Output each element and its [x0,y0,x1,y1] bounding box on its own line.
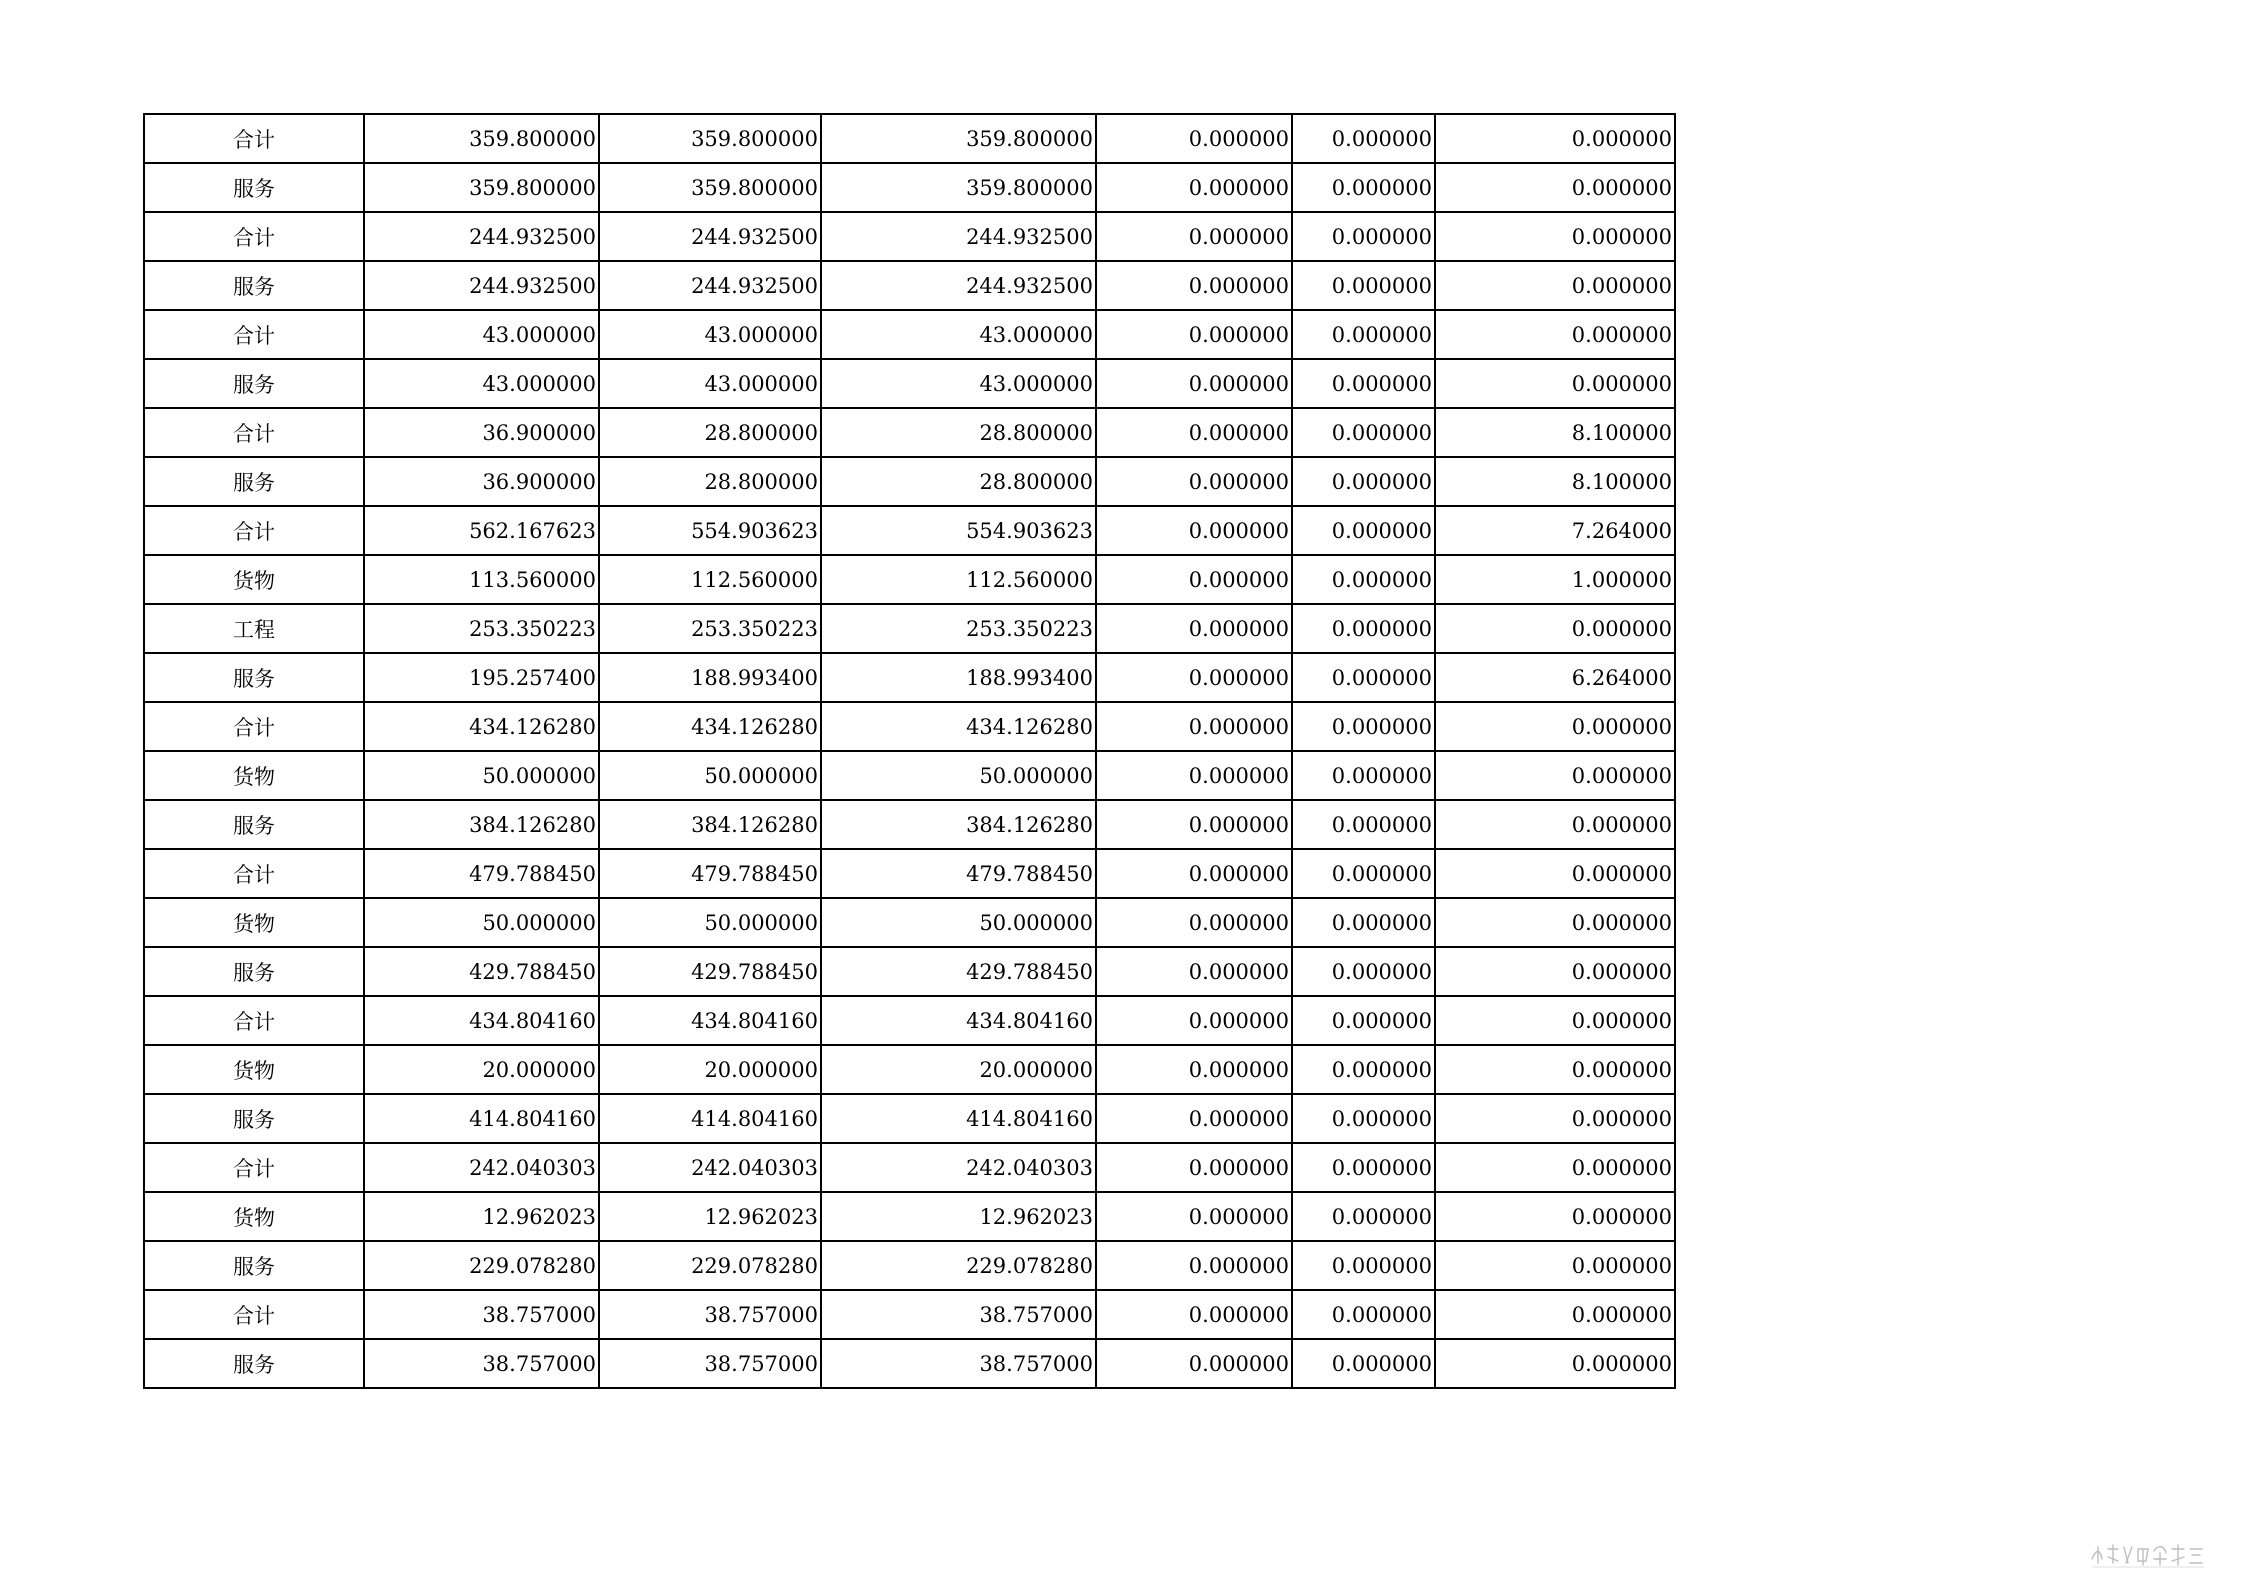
amount-cell: 0.000000 [1096,114,1292,163]
amount-cell: 0.000000 [1292,1241,1435,1290]
watermark-seal-icon [2088,1541,2208,1569]
amount-cell: 8.100000 [1435,408,1675,457]
category-cell: 货物 [144,751,364,800]
amount-cell: 0.000000 [1096,261,1292,310]
amount-cell: 429.788450 [821,947,1096,996]
amount-cell: 0.000000 [1096,1094,1292,1143]
amount-cell: 0.000000 [1096,408,1292,457]
table-row [144,261,1675,310]
amount-cell: 0.000000 [1435,1045,1675,1094]
amount-cell: 43.000000 [364,359,599,408]
amount-cell: 562.167623 [364,506,599,555]
category-cell: 服务 [144,947,364,996]
amount-cell: 0.000000 [1435,751,1675,800]
table-row [144,408,1675,457]
amount-cell: 43.000000 [821,359,1096,408]
table-row [144,1192,1675,1241]
amount-cell: 43.000000 [364,310,599,359]
amount-cell: 229.078280 [599,1241,821,1290]
category-cell: 服务 [144,457,364,506]
amount-cell: 1.000000 [1435,555,1675,604]
amount-cell: 434.804160 [599,996,821,1045]
table-row [144,506,1675,555]
amount-cell: 242.040303 [821,1143,1096,1192]
amount-cell: 28.800000 [821,408,1096,457]
amount-cell: 0.000000 [1096,163,1292,212]
category-cell: 合计 [144,1143,364,1192]
amount-cell: 50.000000 [599,898,821,947]
amount-cell: 36.900000 [364,408,599,457]
amount-cell: 229.078280 [821,1241,1096,1290]
amount-cell: 0.000000 [1435,261,1675,310]
amount-cell: 38.757000 [364,1290,599,1339]
table-row [144,163,1675,212]
amount-cell: 0.000000 [1292,506,1435,555]
amount-cell: 12.962023 [821,1192,1096,1241]
amount-cell: 0.000000 [1435,849,1675,898]
amount-cell: 434.804160 [364,996,599,1045]
amount-cell: 242.040303 [364,1143,599,1192]
amount-cell: 253.350223 [599,604,821,653]
amount-cell: 0.000000 [1292,996,1435,1045]
category-cell: 合计 [144,702,364,751]
table-row [144,114,1675,163]
amount-cell: 0.000000 [1096,751,1292,800]
amount-cell: 0.000000 [1292,800,1435,849]
category-cell: 货物 [144,555,364,604]
amount-cell: 429.788450 [364,947,599,996]
amount-cell: 0.000000 [1292,849,1435,898]
amount-cell: 244.932500 [364,212,599,261]
amount-cell: 384.126280 [599,800,821,849]
amount-cell: 0.000000 [1096,1339,1292,1388]
category-cell: 合计 [144,849,364,898]
table-row [144,751,1675,800]
amount-cell: 434.126280 [599,702,821,751]
amount-cell: 0.000000 [1435,212,1675,261]
amount-cell: 28.800000 [821,457,1096,506]
amount-cell: 0.000000 [1292,1045,1435,1094]
amount-cell: 36.900000 [364,457,599,506]
amount-cell: 0.000000 [1096,457,1292,506]
amount-cell: 0.000000 [1435,702,1675,751]
amount-cell: 242.040303 [599,1143,821,1192]
amount-cell: 0.000000 [1292,261,1435,310]
amount-cell: 0.000000 [1435,898,1675,947]
amount-cell: 554.903623 [599,506,821,555]
amount-cell: 0.000000 [1292,653,1435,702]
table-row [144,1339,1675,1388]
amount-cell: 384.126280 [364,800,599,849]
amount-cell: 113.560000 [364,555,599,604]
table-row [144,212,1675,261]
amount-cell: 0.000000 [1096,702,1292,751]
category-cell: 货物 [144,1045,364,1094]
amount-cell: 414.804160 [364,1094,599,1143]
amount-cell: 188.993400 [821,653,1096,702]
amount-cell: 0.000000 [1292,1339,1435,1388]
amount-cell: 0.000000 [1435,163,1675,212]
amount-cell: 28.800000 [599,457,821,506]
amount-cell: 0.000000 [1292,751,1435,800]
amount-cell: 0.000000 [1096,1290,1292,1339]
table-row [144,702,1675,751]
amount-cell: 0.000000 [1096,800,1292,849]
category-cell: 合计 [144,1290,364,1339]
amount-cell: 38.757000 [821,1290,1096,1339]
category-cell: 服务 [144,653,364,702]
amount-cell: 244.932500 [821,212,1096,261]
budget-data-table [143,113,1676,1389]
amount-cell: 28.800000 [599,408,821,457]
amount-cell: 0.000000 [1435,1094,1675,1143]
amount-cell: 0.000000 [1096,359,1292,408]
table-row [144,1143,1675,1192]
amount-cell: 43.000000 [599,359,821,408]
category-cell: 货物 [144,1192,364,1241]
amount-cell: 0.000000 [1096,212,1292,261]
amount-cell: 0.000000 [1435,1192,1675,1241]
amount-cell: 0.000000 [1096,604,1292,653]
amount-cell: 0.000000 [1292,1192,1435,1241]
amount-cell: 0.000000 [1096,1241,1292,1290]
amount-cell: 0.000000 [1435,800,1675,849]
amount-cell: 0.000000 [1292,457,1435,506]
amount-cell: 0.000000 [1292,1290,1435,1339]
amount-cell: 0.000000 [1096,1192,1292,1241]
category-cell: 合计 [144,996,364,1045]
category-cell: 服务 [144,1339,364,1388]
amount-cell: 50.000000 [599,751,821,800]
table-row [144,359,1675,408]
amount-cell: 0.000000 [1096,947,1292,996]
category-cell: 合计 [144,408,364,457]
amount-cell: 0.000000 [1435,114,1675,163]
amount-cell: 253.350223 [821,604,1096,653]
amount-cell: 6.264000 [1435,653,1675,702]
table-row [144,457,1675,506]
amount-cell: 12.962023 [364,1192,599,1241]
amount-cell: 434.126280 [364,702,599,751]
table-row [144,1094,1675,1143]
amount-cell: 479.788450 [364,849,599,898]
amount-cell: 0.000000 [1096,1143,1292,1192]
category-cell: 服务 [144,261,364,310]
amount-cell: 359.800000 [821,163,1096,212]
amount-cell: 253.350223 [364,604,599,653]
amount-cell: 43.000000 [821,310,1096,359]
amount-cell: 0.000000 [1435,359,1675,408]
amount-cell: 0.000000 [1096,555,1292,604]
amount-cell: 359.800000 [599,163,821,212]
amount-cell: 479.788450 [599,849,821,898]
category-cell: 工程 [144,604,364,653]
amount-cell: 38.757000 [364,1339,599,1388]
amount-cell: 50.000000 [821,898,1096,947]
category-cell: 货物 [144,898,364,947]
table-row [144,310,1675,359]
amount-cell: 0.000000 [1292,408,1435,457]
amount-cell: 8.100000 [1435,457,1675,506]
amount-cell: 0.000000 [1096,849,1292,898]
table-row [144,996,1675,1045]
amount-cell: 229.078280 [364,1241,599,1290]
table-body [144,114,1675,1388]
table-row [144,1241,1675,1290]
amount-cell: 38.757000 [821,1339,1096,1388]
table-row [144,604,1675,653]
amount-cell: 0.000000 [1292,359,1435,408]
table-row [144,555,1675,604]
table-row [144,1045,1675,1094]
category-cell: 服务 [144,1241,364,1290]
amount-cell: 12.962023 [599,1192,821,1241]
amount-cell: 7.264000 [1435,506,1675,555]
category-cell: 服务 [144,163,364,212]
amount-cell: 0.000000 [1435,1241,1675,1290]
amount-cell: 0.000000 [1435,1290,1675,1339]
amount-cell: 414.804160 [599,1094,821,1143]
amount-cell: 0.000000 [1292,604,1435,653]
amount-cell: 0.000000 [1292,163,1435,212]
amount-cell: 0.000000 [1292,555,1435,604]
amount-cell: 244.932500 [364,261,599,310]
amount-cell: 0.000000 [1292,1143,1435,1192]
category-cell: 服务 [144,359,364,408]
amount-cell: 50.000000 [364,898,599,947]
category-cell: 服务 [144,1094,364,1143]
amount-cell: 0.000000 [1435,310,1675,359]
amount-cell: 20.000000 [821,1045,1096,1094]
table-row [144,653,1675,702]
amount-cell: 359.800000 [599,114,821,163]
amount-cell: 244.932500 [599,261,821,310]
amount-cell: 43.000000 [599,310,821,359]
category-cell: 合计 [144,114,364,163]
amount-cell: 0.000000 [1435,947,1675,996]
amount-cell: 244.932500 [821,261,1096,310]
amount-cell: 434.804160 [821,996,1096,1045]
amount-cell: 0.000000 [1435,1339,1675,1388]
amount-cell: 38.757000 [599,1339,821,1388]
amount-cell: 112.560000 [599,555,821,604]
amount-cell: 359.800000 [364,114,599,163]
amount-cell: 0.000000 [1096,506,1292,555]
amount-cell: 112.560000 [821,555,1096,604]
amount-cell: 50.000000 [821,751,1096,800]
amount-cell: 188.993400 [599,653,821,702]
amount-cell: 0.000000 [1096,653,1292,702]
amount-cell: 195.257400 [364,653,599,702]
amount-cell: 479.788450 [821,849,1096,898]
table-row [144,800,1675,849]
table-row [144,849,1675,898]
amount-cell: 0.000000 [1096,996,1292,1045]
amount-cell: 0.000000 [1292,898,1435,947]
amount-cell: 0.000000 [1292,1094,1435,1143]
amount-cell: 359.800000 [364,163,599,212]
category-cell: 合计 [144,212,364,261]
amount-cell: 434.126280 [821,702,1096,751]
table-row [144,898,1675,947]
amount-cell: 0.000000 [1292,947,1435,996]
amount-cell: 554.903623 [821,506,1096,555]
amount-cell: 0.000000 [1292,114,1435,163]
amount-cell: 0.000000 [1292,310,1435,359]
amount-cell: 20.000000 [364,1045,599,1094]
amount-cell: 244.932500 [599,212,821,261]
amount-cell: 0.000000 [1435,604,1675,653]
amount-cell: 0.000000 [1096,310,1292,359]
category-cell: 服务 [144,800,364,849]
amount-cell: 0.000000 [1096,898,1292,947]
amount-cell: 0.000000 [1435,1143,1675,1192]
amount-cell: 384.126280 [821,800,1096,849]
table-row [144,1290,1675,1339]
amount-cell: 0.000000 [1292,212,1435,261]
amount-cell: 429.788450 [599,947,821,996]
amount-cell: 359.800000 [821,114,1096,163]
amount-cell: 0.000000 [1292,702,1435,751]
amount-cell: 38.757000 [599,1290,821,1339]
amount-cell: 20.000000 [599,1045,821,1094]
amount-cell: 50.000000 [364,751,599,800]
amount-cell: 414.804160 [821,1094,1096,1143]
category-cell: 合计 [144,310,364,359]
category-cell: 合计 [144,506,364,555]
amount-cell: 0.000000 [1435,996,1675,1045]
table-row [144,947,1675,996]
amount-cell: 0.000000 [1096,1045,1292,1094]
